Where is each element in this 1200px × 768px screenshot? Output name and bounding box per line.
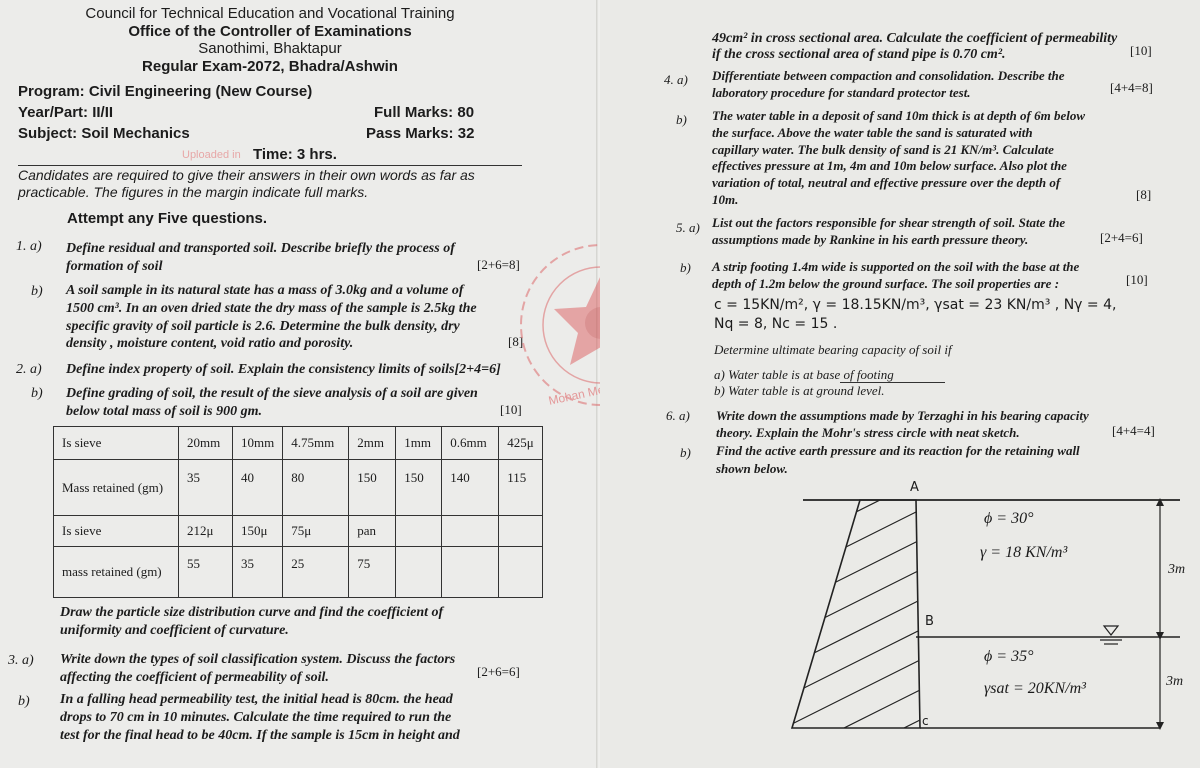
q1b-marks: [8] — [508, 334, 524, 349]
q3b-line3: test for the final head to be 40cm. If the sample is 15cm in height and — [60, 728, 460, 743]
q5b-number: b) — [680, 260, 691, 275]
q5b-line1: A strip footing 1.4m wide is supported on the soil with the base at the — [712, 259, 1080, 274]
full-marks: Full Marks: 80 — [374, 104, 475, 121]
soil-properties-line1: c = 15KN/m², γ = 18.15KN/m³, γsat = 23 KN/m³ , Nγ = 4, — [714, 297, 1117, 313]
q2b-after-line1: Draw the particle size distribution curve and find the coefficient of — [60, 605, 444, 620]
retaining-wall — [792, 500, 920, 728]
q6b-line2: shown below. — [716, 461, 788, 476]
q5a-marks: [2+4=6] — [1100, 230, 1143, 245]
q2b-after-line2: uniformity and coefficient of curvature. — [60, 623, 289, 638]
dimension-arrow-bottom — [1156, 722, 1164, 730]
table-cell: Is sieve — [54, 427, 179, 460]
q3b-cont-line1: 49cm² in cross sectional area. Calculate the coefficient of permeability — [712, 31, 1118, 46]
table-cell: 212μ — [179, 516, 233, 547]
layer2-phi: ϕ = 35° — [984, 648, 1034, 665]
q3b-cont-line2: if the cross sectional area of stand pipe is 0.70 cm². — [712, 47, 1006, 62]
table-cell: 0.6mm — [442, 427, 499, 460]
q4a-line2: laboratory procedure for standard protector test. — [712, 85, 971, 100]
table-row — [54, 547, 543, 598]
q3a-line2: affecting the coefficient of permeability of soil. — [60, 670, 329, 685]
table-cell: 80 — [283, 460, 349, 516]
q4b-marks: [8] — [1136, 187, 1152, 202]
right-page — [600, 0, 1200, 768]
upload-note: Uploaded in — [182, 149, 241, 161]
q1b-line3: specific gravity of soil particle is 2.6. Determine the bulk density, dry — [66, 319, 460, 334]
q5a-line2: assumptions made by Rankine in his earth pressure theory. — [712, 232, 1029, 247]
header-exam: Regular Exam-2072, Bhadra/Ashwin — [142, 58, 398, 75]
table-cell: 150 — [396, 460, 442, 516]
table-cell: 425μ — [499, 427, 542, 460]
table-row — [54, 427, 543, 460]
q3a-marks: [2+6=6] — [477, 664, 520, 679]
q2a-number: 2. a) — [16, 362, 42, 377]
q2a-line1: Define index property of soil. Explain the consistency limits of soils[2+4=6] — [66, 362, 501, 377]
pass-marks: Pass Marks: 32 — [366, 125, 475, 142]
q1a-marks: [2+6=8] — [477, 257, 520, 272]
header-office: Office of the Controller of Examinations — [128, 23, 412, 40]
layer2-height: 3m — [1166, 674, 1184, 689]
program-label: Program: Civil Engineering (New Course) — [18, 83, 313, 100]
q3b-number: b) — [18, 694, 30, 709]
q4b-line5: variation of total, neutral and effective pressure over the depth of — [712, 175, 1061, 190]
table-cell: 140 — [442, 460, 499, 516]
table-cell: 150 — [349, 460, 396, 516]
table-cell: mass retained (gm) — [54, 547, 179, 598]
year-part-label: Year/Part: II/II — [18, 104, 114, 121]
table-cell: 35 — [233, 547, 283, 598]
q5b-option-b: b) Water table is at ground level. — [714, 383, 885, 398]
q6a-marks: [4+4=4] — [1112, 423, 1155, 438]
table-cell: 2mm — [349, 427, 396, 460]
table-row — [54, 516, 543, 547]
point-a-label: A — [910, 480, 919, 495]
instructions-line1: Candidates are required to give their answers in their own words as far as — [18, 167, 475, 183]
q6b-number: b) — [680, 445, 691, 460]
q4a-marks: [4+4=8] — [1110, 80, 1153, 95]
q2b-line2: below total mass of soil is 900 gm. — [66, 404, 263, 419]
q5b-line2: depth of 1.2m below the ground surface. The soil properties are : — [712, 276, 1060, 291]
q3b-line2: drops to 70 cm in 10 minutes. Calculate the time required to run the — [60, 710, 452, 725]
instructions-line2: practicable. The figures in the margin indicate full marks. — [18, 184, 369, 200]
q5b-determine: Determine ultimate bearing capacity of soil if — [714, 342, 952, 357]
q3a-number: 3. a) — [8, 653, 34, 668]
q6a-number: 6. a) — [666, 408, 690, 423]
watermark-institution: Mohan — [547, 386, 587, 408]
table-cell — [442, 547, 499, 598]
table-cell — [442, 516, 499, 547]
table-cell — [396, 547, 442, 598]
subject-label: Subject: Soil Mechanics — [18, 125, 190, 142]
q5b-marks: [10] — [1126, 272, 1148, 287]
q5a-line1: List out the factors responsible for shear strength of soil. State the — [712, 215, 1066, 230]
q4b-line3: capillary water. The bulk density of sand is 21 KN/m³. Calculate — [712, 142, 1054, 157]
q2b-line1: Define grading of soil, the result of the sieve analysis of a soil are given — [66, 386, 478, 401]
sieve-analysis-table — [53, 426, 543, 598]
q2b-number: b) — [31, 386, 43, 401]
q1b-line1: A soil sample in its natural state has a mass of 3.0kg and a volume of — [66, 283, 464, 298]
table-cell: pan — [349, 516, 396, 547]
table-cell: 150μ — [233, 516, 283, 547]
table-cell: 75μ — [283, 516, 349, 547]
q3b-marks: [10] — [1130, 43, 1152, 58]
time-label: Time: 3 hrs. — [253, 146, 337, 163]
q1b-line4: density , moisture content, void ratio and porosity. — [66, 336, 354, 351]
q1b-line2: 1500 cm³. In an oven dried state the dry mass of the sample is 2.5kg the — [66, 301, 477, 316]
q6a-line2: theory. Explain the Mohr's stress circle with neat sketch. — [716, 425, 1020, 440]
wall-hatching — [760, 470, 940, 768]
q4a-number: 4. a) — [664, 72, 688, 87]
header-divider — [18, 165, 522, 166]
layer1-height: 3m — [1168, 562, 1186, 577]
q4b-line4: effectives pressure at 1m, 4m and 10m below surface. Also plot the — [712, 158, 1067, 173]
q6a-line1: Write down the assumptions made by Terzaghi in his bearing capacity — [716, 408, 1089, 423]
table-cell: 35 — [179, 460, 233, 516]
q4b-line1: The water table in a deposit of sand 10m thick is at depth of 6m below — [712, 108, 1086, 123]
q4b-number: b) — [676, 112, 687, 127]
q1a-number: 1. a) — [16, 239, 42, 254]
table-cell: 40 — [233, 460, 283, 516]
layer1-phi: ϕ = 30° — [984, 510, 1034, 527]
retaining-wall-diagram — [600, 0, 1200, 768]
q5a-number: 5. a) — [676, 220, 700, 235]
q4b-line2: the surface. Above the water table the sand is saturated with — [712, 125, 1033, 140]
q3a-line1: Write down the types of soil classification system. Discuss the factors — [60, 652, 456, 667]
header-location: Sanothimi, Bhaktapur — [198, 40, 342, 57]
point-b-label: B — [925, 614, 934, 629]
q6b-line1: Find the active earth pressure and its reaction for the retaining wall — [716, 443, 1080, 458]
table-cell: 4.75mm — [283, 427, 349, 460]
table-cell — [396, 516, 442, 547]
q4b-line6: 10m. — [712, 192, 739, 207]
table-cell: 25 — [283, 547, 349, 598]
left-page — [0, 0, 598, 768]
table-cell: 115 — [499, 460, 542, 516]
table-cell: Is sieve — [54, 516, 179, 547]
layer2-gamma: γsat = 20KN/m³ — [984, 680, 1086, 697]
q1b-number: b) — [31, 284, 43, 299]
table-cell: 1mm — [396, 427, 442, 460]
table-cell: 75 — [349, 547, 396, 598]
point-c-label: c — [922, 714, 929, 728]
q2b-marks: [10] — [500, 402, 522, 417]
header-council: Council for Technical Education and Vocational Training — [85, 5, 455, 22]
attempt-instruction: Attempt any Five questions. — [67, 210, 268, 227]
table-cell: 20mm — [179, 427, 233, 460]
table-cell: 10mm — [233, 427, 283, 460]
table-cell: Mass retained (gm) — [54, 460, 179, 516]
table-cell — [499, 516, 542, 547]
q4a-line1: Differentiate between compaction and consolidation. Describe the — [712, 68, 1065, 83]
water-table-icon — [1100, 626, 1122, 644]
q1a-line2: formation of soil — [66, 259, 163, 274]
q3b-line1: In a falling head permeability test, the initial head is 80cm. the head — [60, 692, 453, 707]
dimension-arrow-mid — [1156, 632, 1164, 640]
soil-properties-line2: Nq = 8, Nc = 15 . — [714, 316, 838, 332]
table-cell: 55 — [179, 547, 233, 598]
table-cell — [499, 547, 542, 598]
q5b-option-a: a) Water table is at base of footing — [714, 367, 894, 382]
q1a-line1: Define residual and transported soil. Describe briefly the process of — [66, 241, 455, 256]
table-row — [54, 460, 543, 516]
layer1-gamma: γ = 18 KN/m³ — [980, 544, 1068, 561]
